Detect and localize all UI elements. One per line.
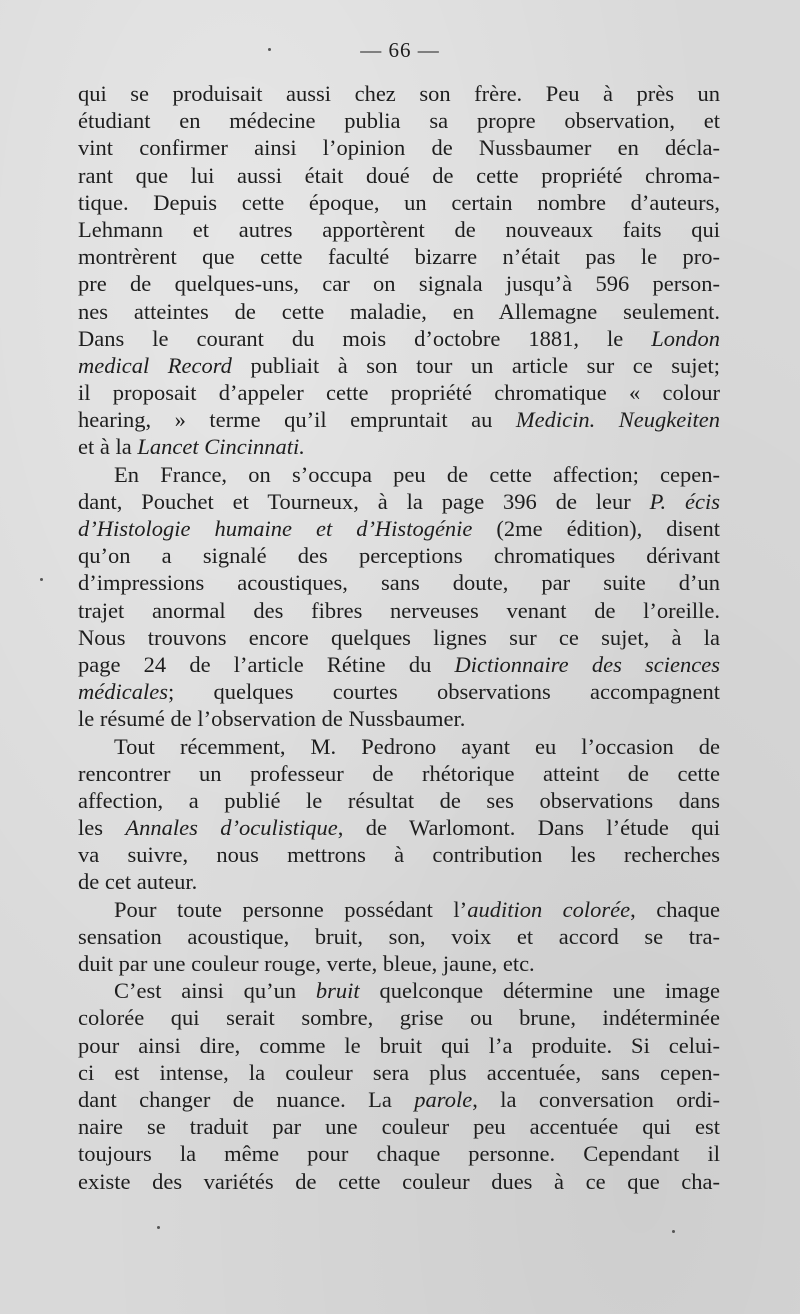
text-run: il proposait d’appeler cette propriété chromatique « colour <box>78 380 720 406</box>
text-run: Tout récemment, M. Pedrono ayant eu l’occasion de <box>114 733 720 759</box>
text-line <box>78 733 720 760</box>
text-run: pre de quelques-uns, car on signala jusqu’à 596 person- <box>78 271 720 297</box>
text-run: rant que lui aussi était doué de cette propriété chroma- <box>78 162 720 188</box>
text-line <box>78 162 720 189</box>
text-line <box>78 461 720 488</box>
text-run: et à la <box>78 434 138 460</box>
text-line <box>78 1004 720 1031</box>
text-run: pour ainsi dire, comme le bruit qui l’a produite. Si celui- <box>78 1032 720 1058</box>
text-run: ci est intense, la couleur sera plus accentuée, sans cepen- <box>78 1059 720 1085</box>
italic-text: London <box>651 325 720 351</box>
text-run: qui se produisait aussi chez son frère. Peu à près un <box>78 81 720 106</box>
text-line <box>78 705 720 732</box>
print-speck <box>672 1230 675 1233</box>
italic-text: P. écis <box>649 488 721 514</box>
text-line <box>78 243 720 270</box>
text-line <box>78 107 720 134</box>
text-line <box>78 515 720 542</box>
print-speck <box>157 1226 160 1229</box>
text-run: colorée qui serait sombre, grise ou brune, indéterminée <box>78 1005 720 1031</box>
text-line <box>78 760 720 787</box>
print-speck <box>40 578 43 581</box>
text-line <box>78 379 720 406</box>
text-run: affection, a publié le résultat de ses observations dans <box>78 787 720 813</box>
text-run: le résumé de l’observation de Nussbaumer. <box>78 706 466 732</box>
italic-text: d’Histologie humaine et d’Histogénie <box>78 516 473 541</box>
text-line <box>78 488 720 515</box>
text-line <box>78 569 720 596</box>
text-run: qu’on a signalé des perceptions chromatiques dérivant <box>78 543 720 569</box>
text-line <box>78 814 720 841</box>
text-run: publiait à son tour un article sur ce sujet; <box>231 352 720 378</box>
italic-text: bruit <box>315 978 360 1004</box>
text-line <box>78 80 720 107</box>
italic-text: medical Record <box>78 352 232 378</box>
text-run: , chaque <box>630 896 720 922</box>
text-line <box>78 597 720 624</box>
text-line <box>78 624 720 651</box>
text-line <box>78 189 720 216</box>
text-run: d’impressions acoustiques, sans doute, par suite d’un <box>78 570 720 596</box>
text-line <box>78 950 720 977</box>
body-text <box>78 80 720 1195</box>
text-line <box>78 1086 720 1113</box>
italic-text: médicales <box>78 679 168 705</box>
text-line <box>78 678 720 705</box>
text-line <box>78 1059 720 1086</box>
text-run: va suivre, nous mettrons à contribution les recherches <box>78 842 720 868</box>
text-line <box>78 868 720 895</box>
italic-text: parole <box>414 1086 473 1112</box>
text-run: sensation acoustique, bruit, son, voix et accord se tra- <box>78 923 720 949</box>
text-run: (2me édition), disent <box>472 516 720 541</box>
text-line <box>78 1032 720 1059</box>
text-line <box>78 270 720 297</box>
text-run: dant changer de nuance. La <box>78 1086 415 1112</box>
text-line <box>78 406 720 433</box>
text-line <box>78 1113 720 1140</box>
text-line <box>78 651 720 678</box>
text-line <box>78 923 720 950</box>
italic-text: Medicin. Neugkeiten <box>515 407 720 433</box>
text-run: Nous trouvons encore quelques lignes sur ce sujet, à la <box>78 624 720 650</box>
text-run: C’est ainsi qu’un <box>114 978 316 1004</box>
text-run: étudiant en médecine publia sa propre observation, et <box>78 108 720 134</box>
italic-text: Lancet Cincinnati. <box>137 434 305 460</box>
text-line <box>78 841 720 868</box>
text-line <box>78 325 720 352</box>
text-line <box>78 1168 720 1195</box>
text-run: Lehmann et autres apportèrent de nouveaux faits qui <box>78 216 720 242</box>
text-run: Dans le courant du mois d’octobre 1881, le <box>78 325 652 351</box>
text-run: ; quelques courtes observations accompagnent <box>167 679 720 705</box>
print-speck <box>268 48 271 51</box>
text-run: montrèrent que cette faculté bizarre n’était pas le pro- <box>78 244 720 270</box>
text-run: page 24 de l’article Rétine du <box>78 651 455 677</box>
text-line <box>78 216 720 243</box>
text-run: rencontrer un professeur de rhétorique atteint de cette <box>78 760 720 786</box>
text-run: naire se traduit par une couleur peu accentuée qui est <box>78 1114 720 1140</box>
text-line <box>78 298 720 325</box>
text-run: toujours la même pour chaque personne. Cependant il <box>78 1141 720 1167</box>
text-run: de cet auteur. <box>78 869 198 895</box>
text-line <box>78 134 720 161</box>
text-run: les <box>78 815 126 841</box>
text-line <box>78 433 720 460</box>
text-run: trajet anormal des fibres nerveuses venant de l’oreille. <box>78 597 720 623</box>
text-line <box>78 542 720 569</box>
text-line <box>78 787 720 814</box>
text-run: tique. Depuis cette époque, un certain nombre d’auteurs, <box>78 189 720 215</box>
text-run: vint confirmer ainsi l’opinion de Nussbaumer en décla- <box>78 135 720 161</box>
text-run: duit par une couleur rouge, verte, bleue, jaune, etc. <box>78 951 535 976</box>
page-number: — 66 — <box>360 38 440 62</box>
text-run: existe des variétés de cette couleur dues à ce que cha- <box>78 1168 720 1194</box>
italic-text: Dictionnaire des sciences <box>454 651 720 677</box>
text-run: dant, Pouchet et Tourneux, à la page 396 de leur <box>78 488 650 514</box>
text-run: quelconque détermine une image <box>359 978 720 1004</box>
text-run: En France, on s’occupa peu de cette affection; cepen- <box>114 461 720 487</box>
text-run: Pour toute personne possédant l’ <box>114 896 468 922</box>
text-line <box>78 352 720 379</box>
italic-text: Annales d’oculistique <box>125 815 338 841</box>
text-run: hearing, » terme qu’il empruntait au <box>78 407 516 433</box>
text-run: nes atteintes de cette maladie, en Allemagne seulement. <box>78 298 720 324</box>
text-run: , de Warlomont. Dans l’étude qui <box>337 815 720 841</box>
text-line <box>78 896 720 923</box>
text-run: , la conversation ordi- <box>472 1086 721 1112</box>
text-line <box>78 977 720 1004</box>
italic-text: audition colorée <box>467 896 631 922</box>
text-line <box>78 1140 720 1167</box>
